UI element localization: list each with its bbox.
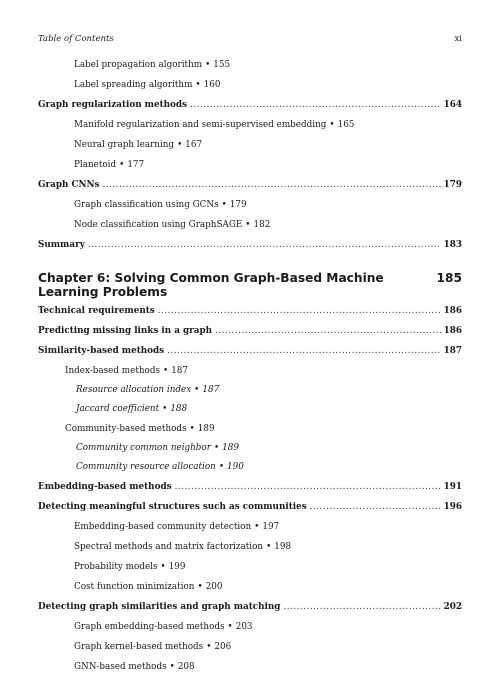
bullet-separator: • xyxy=(197,582,203,592)
entry-title: Jaccard coefficient xyxy=(76,404,160,414)
toc-section-entry[interactable] xyxy=(38,240,462,254)
dot-leader xyxy=(167,346,440,356)
entry-title: Technical requirements xyxy=(38,306,155,316)
toc-subentry[interactable] xyxy=(38,582,462,596)
entry-title: Node classification using GraphSAGE xyxy=(74,220,243,230)
page-header xyxy=(38,34,462,48)
toc-subentry[interactable] xyxy=(38,140,462,154)
entry-title: Graph CNNs xyxy=(38,180,100,190)
entry-title: Graph classification using GCNs xyxy=(74,200,219,210)
toc-section-entry[interactable] xyxy=(38,326,462,340)
entry-page-number: 179 xyxy=(443,180,462,190)
entry-title: Detecting meaningful structures such as communities xyxy=(38,502,307,512)
bullet-separator: • xyxy=(206,642,212,652)
bullet-separator: • xyxy=(177,140,183,150)
entry-title: Label propagation algorithm xyxy=(74,60,203,70)
entry-page-number: 167 xyxy=(185,140,203,150)
entry-page-number: 182 xyxy=(253,220,271,230)
entry-title: Summary xyxy=(38,240,85,250)
entry-page-number: 179 xyxy=(229,200,247,210)
toc-subentry[interactable] xyxy=(38,522,462,536)
entry-title: Graph regularization methods xyxy=(38,100,188,110)
entry-page-number: 188 xyxy=(170,404,188,414)
entry-page-number: 203 xyxy=(235,622,253,632)
entry-title: Planetoid xyxy=(74,160,117,170)
toc-subentry[interactable] xyxy=(38,404,462,418)
toc-subentry[interactable] xyxy=(38,462,462,476)
entry-title: Embedding-based methods xyxy=(38,482,172,492)
entry-title: Spectral methods and matrix factorization xyxy=(74,542,264,552)
entry-page-number: 187 xyxy=(443,346,462,356)
entry-page-number: 155 xyxy=(213,60,231,70)
entry-page-number: 187 xyxy=(171,366,188,376)
toc-subentry[interactable] xyxy=(38,120,462,134)
toc-section-entry[interactable] xyxy=(38,180,462,194)
toc-subentry[interactable] xyxy=(38,542,462,556)
entry-page-number: 187 xyxy=(202,385,220,395)
entry-page-number: 189 xyxy=(197,424,215,434)
entry-title: Resource allocation index xyxy=(76,385,192,395)
dot-leader xyxy=(103,180,441,190)
entry-page-number: 165 xyxy=(337,120,355,130)
entry-page-number: 160 xyxy=(203,80,221,90)
toc-subentry[interactable] xyxy=(38,80,462,94)
entry-page-number: 186 xyxy=(443,326,462,336)
entry-title: Predicting missing links in a graph xyxy=(38,326,213,336)
toc-subentry[interactable] xyxy=(38,366,462,380)
chapter-heading[interactable] xyxy=(38,271,462,299)
running-title: Table of Contents xyxy=(38,34,114,44)
entry-title: Graph kernel-based methods xyxy=(74,642,204,652)
dot-leader xyxy=(310,502,441,512)
toc-subentry[interactable] xyxy=(38,562,462,576)
entry-page-number: 196 xyxy=(443,502,462,512)
entry-page-number: 190 xyxy=(227,462,244,472)
entry-title: GNN-based methods xyxy=(74,662,167,672)
toc-subentry[interactable] xyxy=(38,60,462,74)
bullet-separator: • xyxy=(266,542,272,552)
chapter-title: Chapter 6: Solving Common Graph-Based Machine Learning Problems xyxy=(38,271,384,299)
entry-page-number: 208 xyxy=(177,662,195,672)
bullet-separator: • xyxy=(162,404,168,414)
entry-title: Probability models xyxy=(74,562,158,572)
entry-title: Community-based methods xyxy=(65,424,187,434)
dot-leader xyxy=(88,240,441,250)
entry-title: Index-based methods xyxy=(65,366,160,376)
bullet-separator: • xyxy=(119,160,125,170)
bullet-separator: • xyxy=(205,60,211,70)
dot-leader xyxy=(175,482,441,492)
dot-leader xyxy=(158,306,441,316)
entry-page-number: 199 xyxy=(168,562,186,572)
entry-title: Label spreading algorithm xyxy=(74,80,193,90)
bullet-separator: • xyxy=(218,462,225,472)
entry-title: Cost function minimization xyxy=(74,582,195,592)
toc-subentry[interactable] xyxy=(38,443,462,457)
bullet-separator: • xyxy=(162,366,169,376)
dot-leader xyxy=(190,100,441,110)
dot-leader xyxy=(215,326,441,336)
toc-subentry[interactable] xyxy=(38,220,462,234)
dot-leader xyxy=(283,602,440,612)
page-number: xi xyxy=(454,34,462,44)
bullet-separator: • xyxy=(194,385,200,395)
toc-subentry[interactable] xyxy=(38,622,462,636)
entry-title: Community common neighbor xyxy=(76,443,211,453)
entry-title: Community resource allocation xyxy=(76,462,216,472)
entry-title: Similarity-based methods xyxy=(38,346,165,356)
bullet-separator: • xyxy=(195,80,201,90)
entry-page-number: 183 xyxy=(443,240,462,250)
entry-title: Embedding-based community detection xyxy=(74,522,252,532)
toc-subentry[interactable] xyxy=(38,642,462,656)
toc-subentry[interactable] xyxy=(38,200,462,214)
toc-subentry[interactable] xyxy=(38,424,462,438)
entry-page-number: 177 xyxy=(127,160,145,170)
entry-page-number: 200 xyxy=(205,582,223,592)
entry-title: Graph embedding-based methods xyxy=(74,622,225,632)
bullet-separator: • xyxy=(329,120,335,130)
toc-subentry[interactable] xyxy=(38,662,462,676)
bullet-separator: • xyxy=(221,200,227,210)
entry-title: Neural graph learning xyxy=(74,140,175,150)
bullet-separator: • xyxy=(245,220,251,230)
bullet-separator: • xyxy=(254,522,260,532)
toc-section-entry[interactable] xyxy=(38,502,462,516)
toc-section-entry[interactable] xyxy=(38,346,462,360)
entry-title: Detecting graph similarities and graph matching xyxy=(38,602,281,612)
bullet-separator: • xyxy=(189,424,195,434)
entry-page-number: 191 xyxy=(443,482,462,492)
entry-page-number: 164 xyxy=(443,100,462,110)
entry-page-number: 206 xyxy=(214,642,232,652)
bullet-separator: • xyxy=(169,662,175,672)
chapter-page-number: 185 xyxy=(436,271,462,285)
entry-page-number: 198 xyxy=(274,542,292,552)
entry-page-number: 186 xyxy=(443,306,462,316)
bullet-separator: • xyxy=(227,622,233,632)
entry-page-number: 202 xyxy=(443,602,462,612)
entry-page-number: 197 xyxy=(262,522,280,532)
toc-section-entry[interactable] xyxy=(38,482,462,496)
bullet-separator: • xyxy=(160,562,166,572)
entry-page-number: 189 xyxy=(222,443,239,453)
toc-subentry[interactable] xyxy=(38,160,462,174)
entry-title: Manifold regularization and semi-supervised embedding xyxy=(74,120,327,130)
toc-section-entry[interactable] xyxy=(38,602,462,616)
bullet-separator: • xyxy=(213,443,220,453)
toc-section-entry[interactable] xyxy=(38,100,462,114)
toc-section-entry[interactable] xyxy=(38,306,462,320)
toc-subentry[interactable] xyxy=(38,385,462,399)
